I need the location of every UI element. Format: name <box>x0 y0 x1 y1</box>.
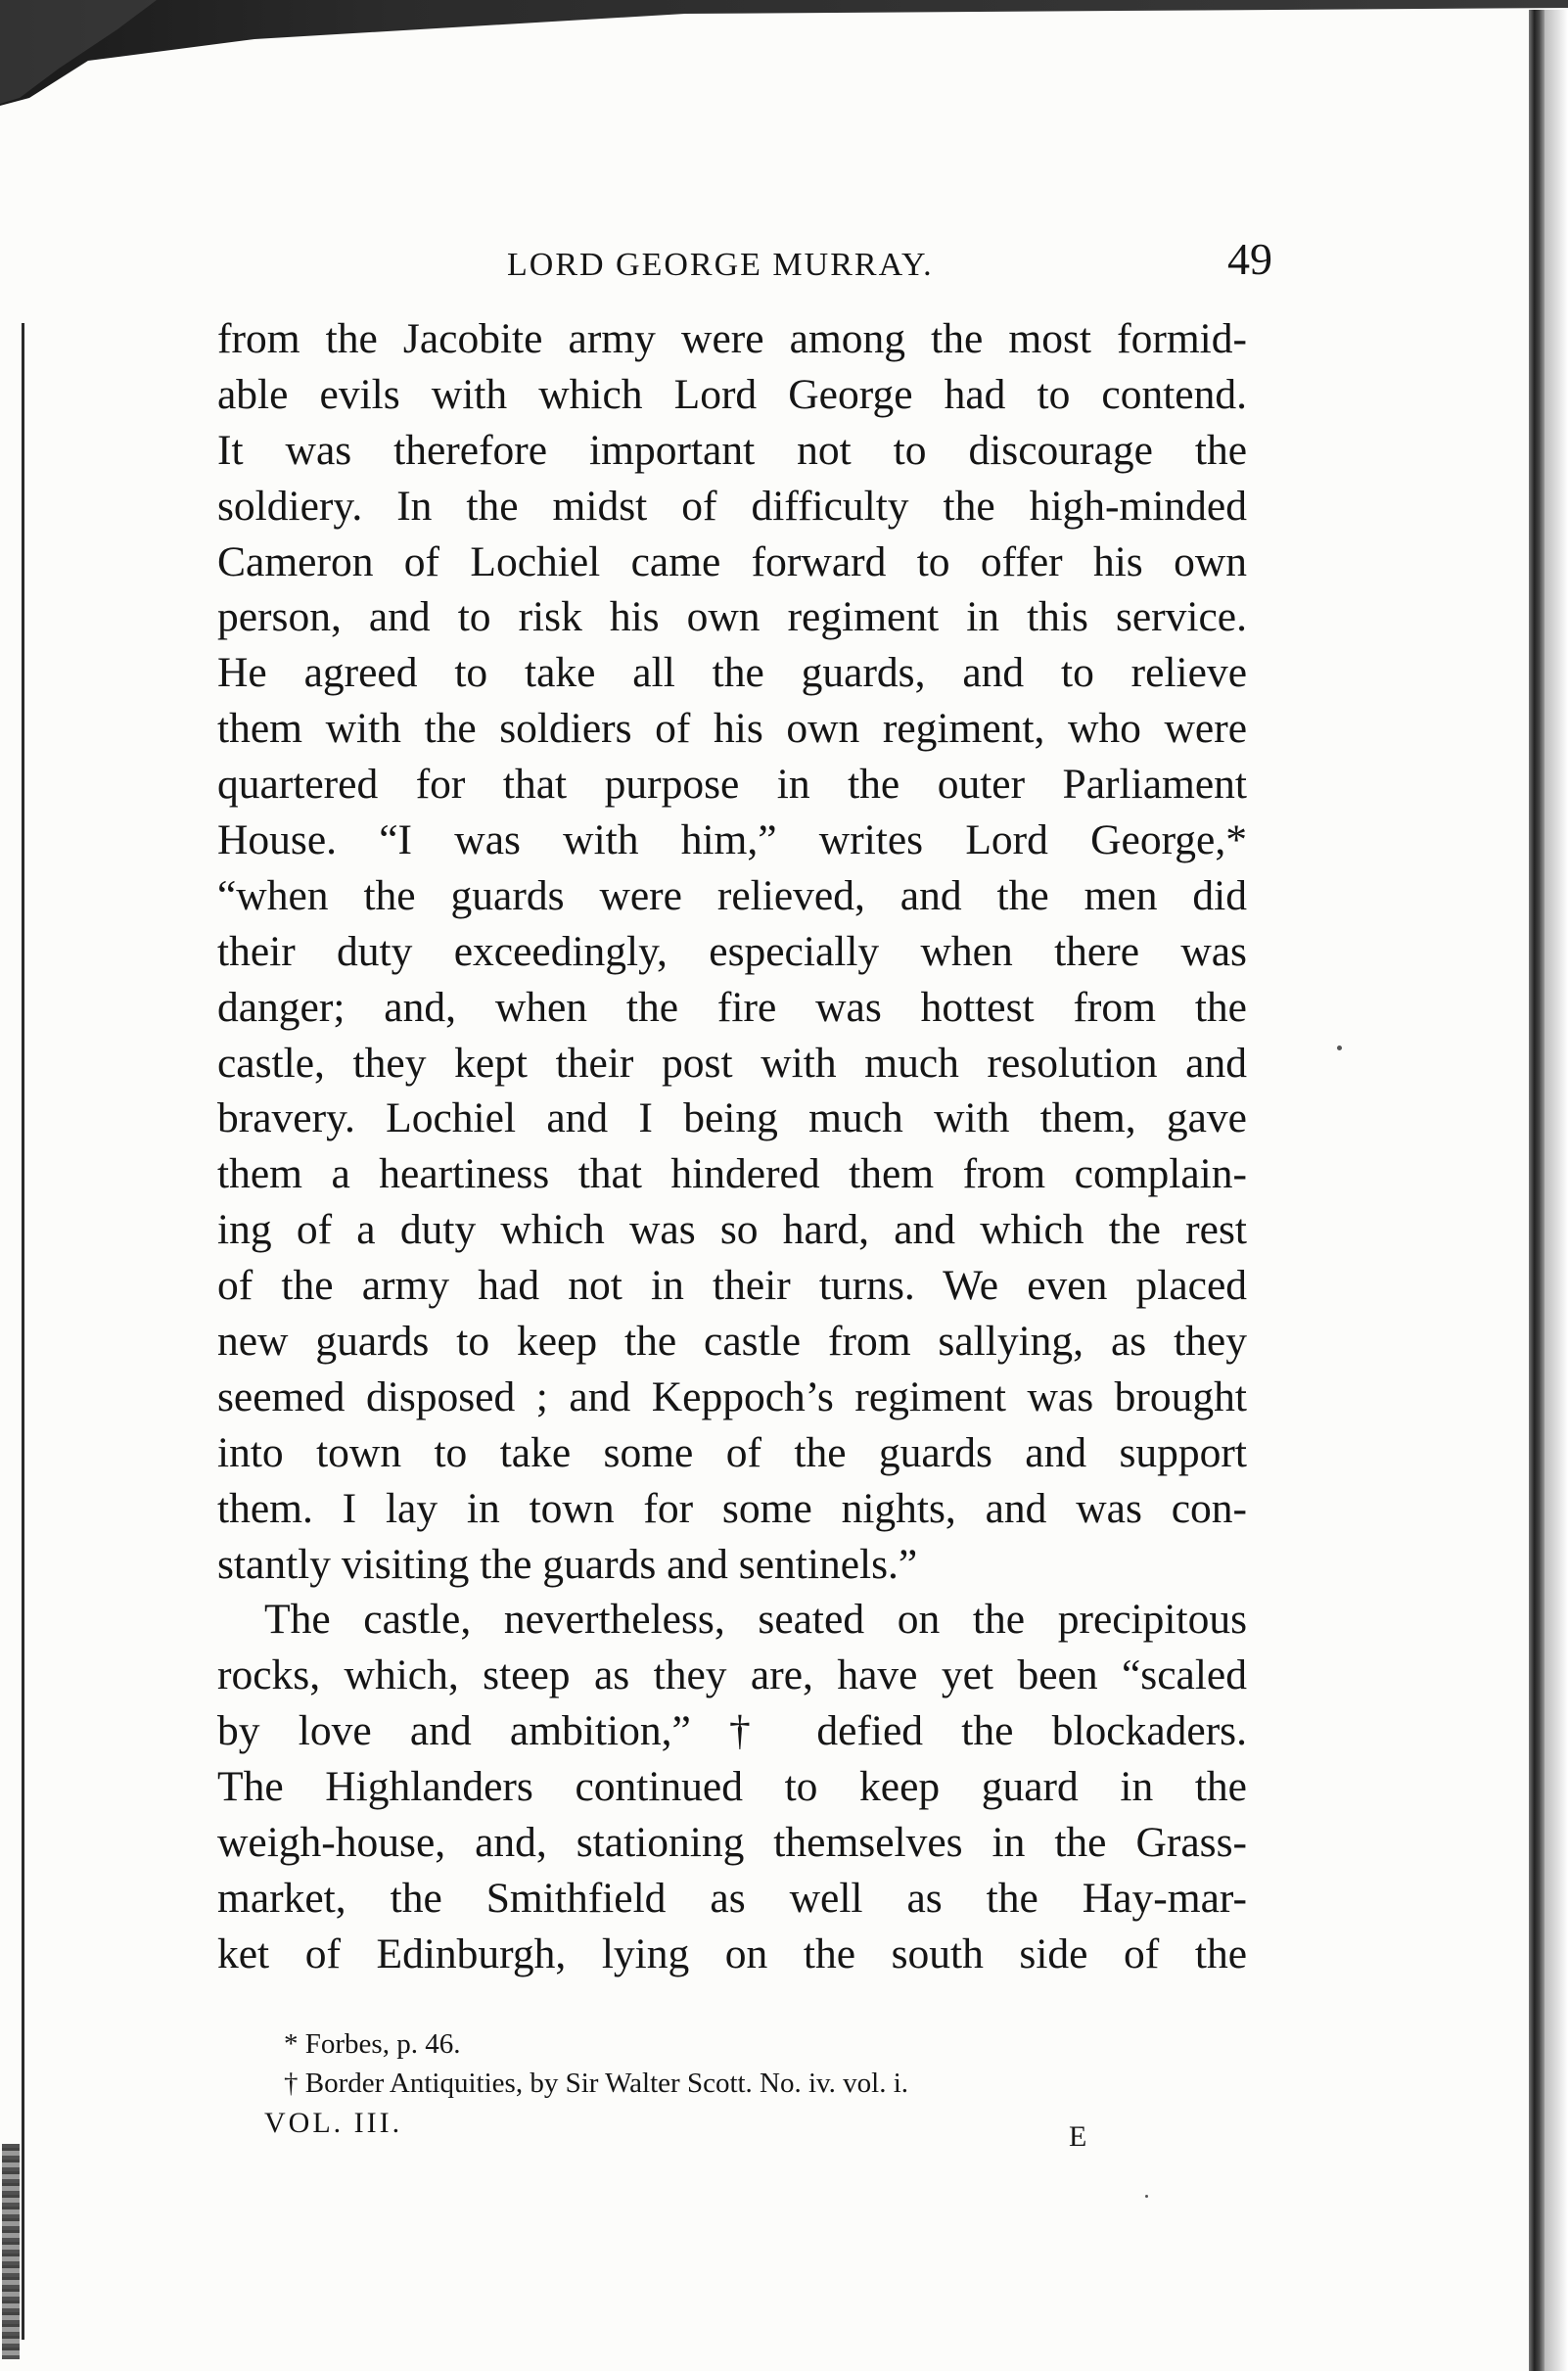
text-line: weigh-house, and, stationing themselves in the Grass- <box>217 1819 1247 1867</box>
footnote-border-antiquities: † Border Antiquities, by Sir Walter Scott. No. iv. vol. i. <box>284 2068 909 2099</box>
text-line: from the Jacobite army were among the most formid- <box>217 315 1247 362</box>
text-line: them with the soldiers of his own regiment, who were <box>217 705 1247 753</box>
text-line: their duty exceedingly, especially when there was <box>217 927 1247 975</box>
text-line: House. “I was with him,” writes Lord George,* <box>217 816 1247 864</box>
text-line: castle, they kept their post with much resolution and <box>217 1039 1247 1087</box>
text-line: Cameron of Lochiel came forward to offer his own <box>217 537 1247 585</box>
scan-speck <box>1337 1046 1342 1050</box>
text-line: by love and ambition,” † defied the blockaders. <box>217 1707 1247 1755</box>
text-line: into town to take some of the guards and support <box>217 1428 1247 1476</box>
text-line: ing of a duty which was so hard, and which the rest <box>217 1206 1247 1254</box>
footnote-forbes: * Forbes, p. 46. <box>284 2028 461 2060</box>
text-line: It was therefore important not to discourage the <box>217 426 1247 474</box>
text-line: them a heartiness that hindered them from complain- <box>217 1150 1247 1198</box>
scan-speck <box>1145 2195 1148 2198</box>
text-line: “when the guards were relieved, and the men did <box>217 871 1247 919</box>
scan-right-edge-fade <box>1545 10 1568 2371</box>
scan-top-shadow <box>0 0 1568 108</box>
text-line: them. I lay in town for some nights, and was con- <box>217 1484 1247 1532</box>
page-header <box>0 233 1568 292</box>
footnotes <box>284 2024 1223 2103</box>
text-line: stantly visiting the guards and sentinels.” <box>217 1540 918 1588</box>
text-line: He agreed to take all the guards, and to relieve <box>217 649 1247 697</box>
text-line: market, the Smithfield as well as the Hay-mar- <box>217 1874 1247 1922</box>
text-line: person, and to risk his own regiment in this service. <box>217 593 1247 641</box>
running-title: LORD GEORGE MURRAY. <box>507 247 934 283</box>
body-text <box>217 311 1247 1982</box>
scan-left-smudge <box>2 2144 20 2359</box>
text-line: soldiery. In the midst of difficulty the high-minded <box>217 482 1247 530</box>
paragraph-start-line: The castle, nevertheless, seated on the precipitous <box>264 1596 1247 1644</box>
text-line: The Highlanders continued to keep guard in the <box>217 1763 1247 1811</box>
text-line: of the army had not in their turns. We even placed <box>217 1262 1247 1310</box>
scan-left-margin-line <box>22 323 24 2340</box>
text-line: ket of Edinburgh, lying on the south side of the <box>217 1929 1247 1977</box>
text-line: danger; and, when the fire was hottest from the <box>217 983 1247 1031</box>
text-line: rocks, which, steep as they are, have yet been “scaled <box>217 1651 1247 1699</box>
text-line: quartered for that purpose in the outer Parliament <box>217 761 1247 809</box>
scan-right-edge <box>1529 10 1545 2371</box>
text-line: bravery. Lochiel and I being much with them, gave <box>217 1094 1247 1142</box>
page-number: 49 <box>1227 234 1272 284</box>
volume-signature: VOL. III. <box>264 2107 403 2139</box>
text-line: able evils with which Lord George had to contend. <box>217 370 1247 418</box>
text-line: new guards to keep the castle from sallying, as they <box>217 1318 1247 1366</box>
sheet-signature-mark: E <box>1069 2120 1087 2153</box>
text-line: seemed disposed ; and Keppoch’s regiment was brought <box>217 1372 1247 1420</box>
